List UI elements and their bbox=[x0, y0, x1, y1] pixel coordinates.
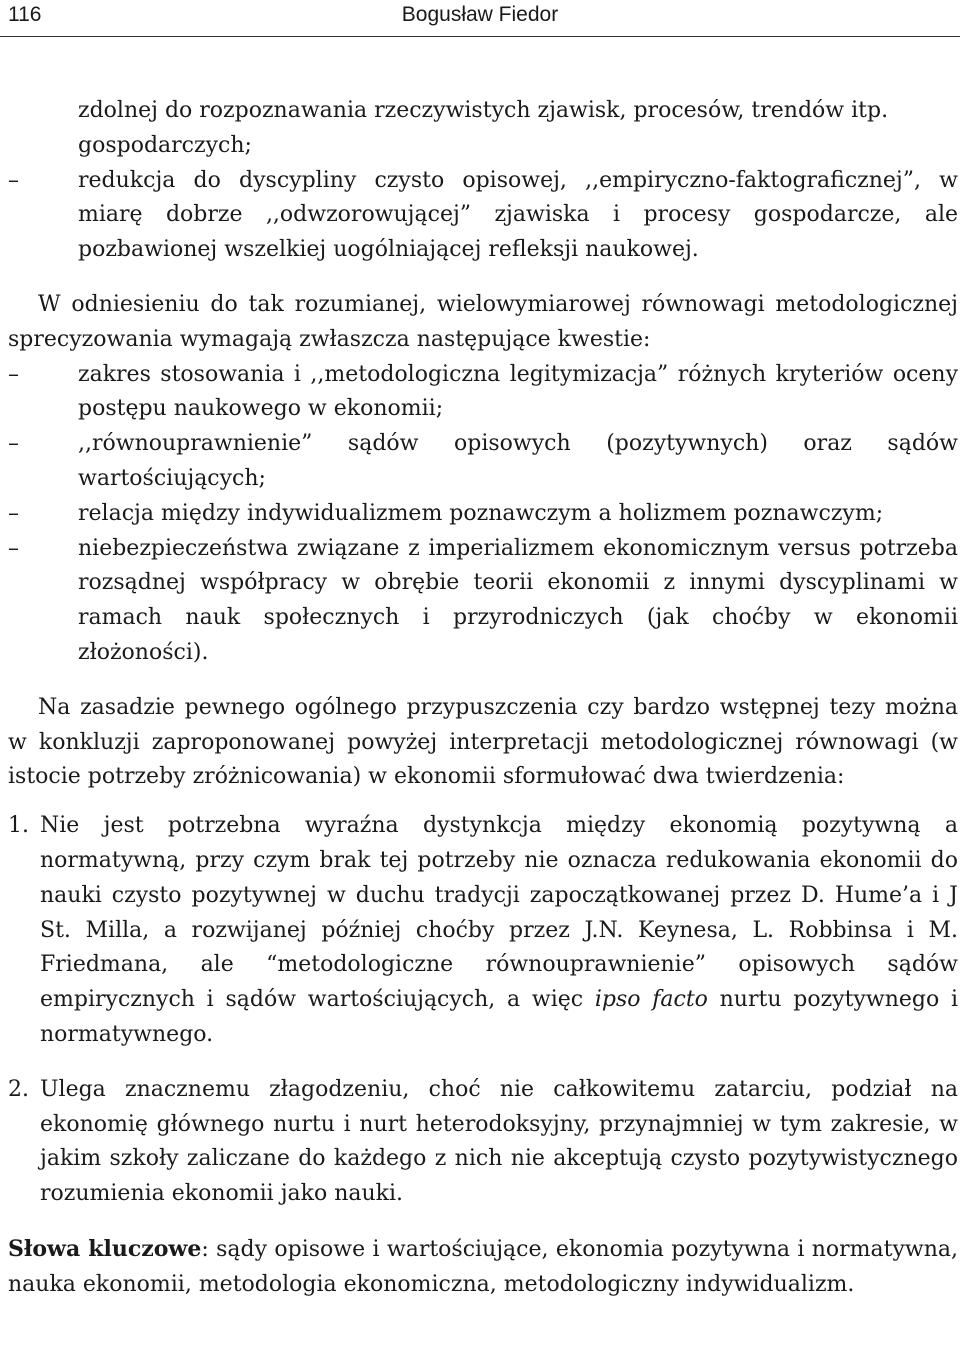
dash-bullet: – bbox=[8, 167, 19, 193]
continuation-line: gospodarczych; bbox=[78, 132, 252, 158]
dash-bullet: – bbox=[8, 535, 19, 561]
list-item bbox=[8, 358, 958, 428]
page-header bbox=[0, 0, 960, 37]
item-text: Ulega znacznemu złagodzeniu, choć nie całkowitemu zatarciu, podział na ekonomię głównego nurtu i nurt heterodoksyjny, przynajmniej w tym zakresie, w jakim szkoły zaliczane do każdego z nich nie akceptują czysto pozytywistycznego rozumienia ekonomii jako nauki. bbox=[40, 1076, 958, 1207]
dash-list-2 bbox=[8, 358, 958, 671]
paragraph: W odniesieniu do tak rozumianej, wielowymiarowej równowagi metodologicznej sprecyzowania wymagają zwłaszcza następujące kwestie: bbox=[8, 291, 958, 352]
keywords bbox=[8, 1232, 958, 1303]
list-item-text: relacja między indywidualizmem poznawczym a holizmem poznawczym; bbox=[78, 500, 884, 526]
page-number: 116 bbox=[8, 3, 42, 26]
running-head-author: Bogusław Fiedor bbox=[401, 3, 559, 26]
list-item-text: ,,równouprawnienie” sądów opisowych (pozytywnych) oraz sądów wartościujących; bbox=[78, 431, 958, 491]
dash-list-1 bbox=[8, 164, 958, 268]
list-item bbox=[8, 497, 958, 532]
list-item bbox=[8, 427, 958, 497]
numbered-list bbox=[8, 1073, 958, 1212]
item-text: Nie jest potrzebna wyraźna dystynkcja między ekonomią pozytywną a normatywną, przy czym brak tej potrzeby nie oznacza redukowania ekonomii do nauki czysto pozytywnej w duchu tradycji zapoczątkowanej przez D. Hume’a i J St. Milla, a rozwijanej później choćby przez J.N. Keynesa, L. Robbinsa i M. Friedmana, ale “metodologiczne równouprawnienie” opisowych sądów empirycznych i sądów wartościujących, a więc bbox=[40, 813, 958, 1013]
list-item-continuation bbox=[8, 94, 958, 164]
dash-bullet: – bbox=[8, 500, 19, 526]
list-item bbox=[8, 164, 958, 268]
list-item-text: redukcja do dyscypliny czysto opisowej, ,,empiryczno-faktograficznej”, w miarę dobrze ,,odwzorowującej” zjawiska i procesy gospodarcze, ale pozbawionej wszelkiej uogólniającej refleksji naukowej. bbox=[78, 167, 958, 263]
item-number: 1. bbox=[8, 813, 29, 839]
paragraph: Na zasadzie pewnego ogólnego przypuszczenia czy bardzo wstępnej tezy można w konkluzji zaproponowanej powyżej interpretacji metodologicznej równowagi (w istocie potrzeby zróżnicowania) w ekonomii sformułować dwa twierdzenia: bbox=[8, 694, 958, 790]
keywords-label: Słowa kluczowe bbox=[8, 1235, 202, 1262]
item-number: 2. bbox=[8, 1076, 29, 1102]
page-body bbox=[8, 94, 958, 1303]
continuation-line: zdolnej do rozpoznawania rzeczywistych zjawisk, procesów, trendów itp. bbox=[78, 98, 889, 123]
numbered-item bbox=[8, 1073, 958, 1212]
item-text: nurtu pozytywnego i normatywnego. bbox=[40, 987, 958, 1047]
numbered-item bbox=[8, 809, 958, 1053]
dash-bullet: – bbox=[8, 361, 19, 387]
list-item bbox=[8, 532, 958, 671]
list-item-text: niebezpieczeństwa związane z imperializmem ekonomicznym versus potrzeba rozsądnej współpracy w obrębie teorii ekonomii z innymi dyscyplinami w ramach nauk społecznych i przyrodniczych (jak choćby w ekonomii złożoności). bbox=[78, 535, 958, 665]
dash-bullet: – bbox=[8, 431, 19, 457]
list-item-text: zakres stosowania i ,,metodologiczna legitymizacja” różnych kryteriów oceny postępu naukowego w ekonomii; bbox=[78, 361, 958, 422]
keywords-text: : sądy opisowe i wartościujące, ekonomia pozytywna i normatywna, nauka ekonomii, metodologia ekonomiczna, metodologiczny indywidualizm. bbox=[8, 1236, 958, 1297]
numbered-list bbox=[8, 809, 958, 1053]
item-text-italic: ipso facto bbox=[594, 987, 708, 1013]
